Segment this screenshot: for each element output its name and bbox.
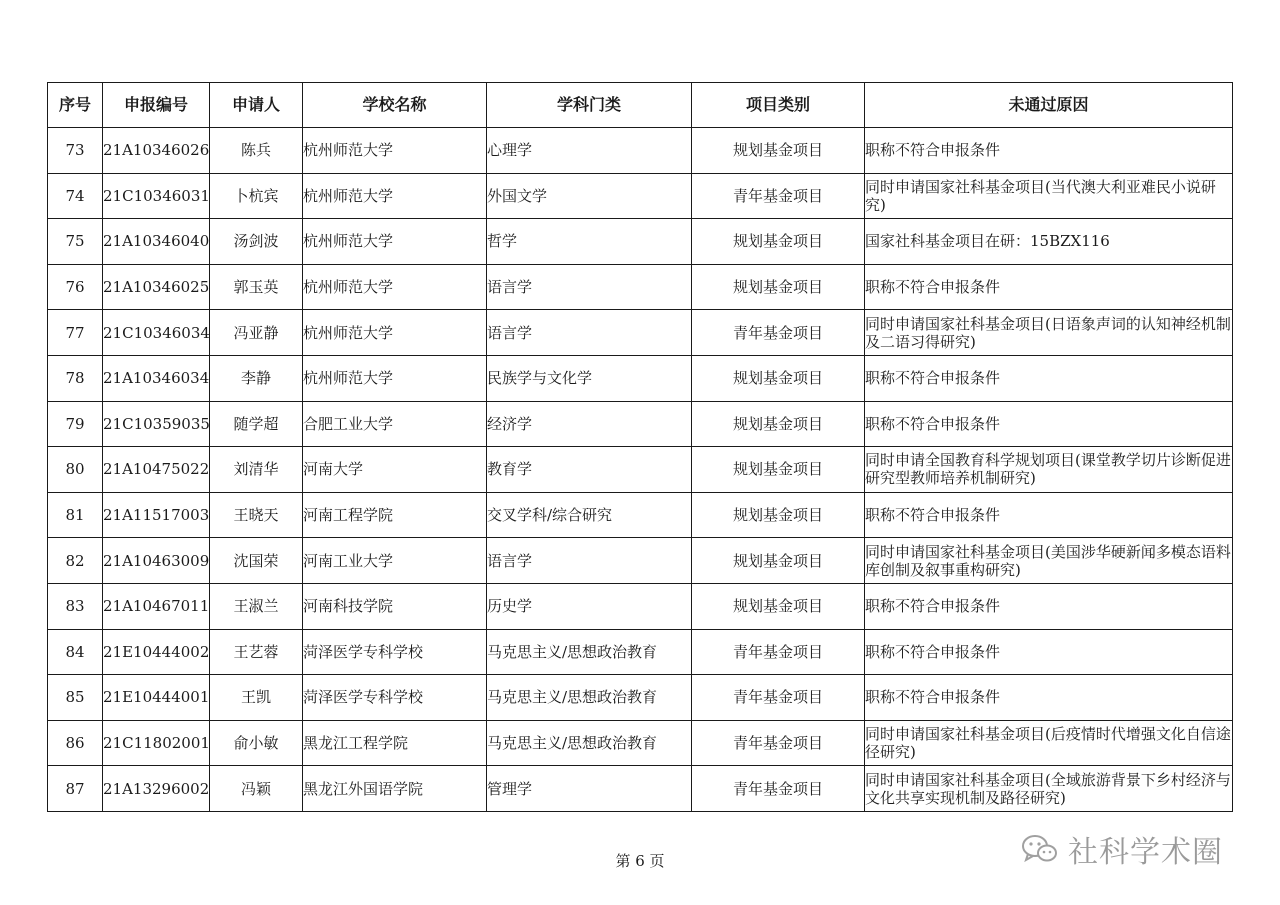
cell-discipline: 语言学: [487, 538, 692, 584]
cell-school: 河南大学: [303, 447, 487, 493]
cell-discipline: 马克思主义/思想政治教育: [487, 720, 692, 766]
cell-discipline: 语言学: [487, 264, 692, 310]
table-row: [48, 538, 1233, 584]
cell-application-id: 21A10346040: [103, 219, 210, 265]
cell-index: 81: [48, 492, 103, 538]
cell-school: 合肥工业大学: [303, 401, 487, 447]
header-index: 序号: [48, 83, 103, 128]
cell-project-type: 规划基金项目: [692, 492, 865, 538]
cell-reason: 同时申请全国教育科学规划项目(课堂教学切片诊断促进研究型教师培养机制研究): [865, 447, 1233, 493]
cell-discipline: 外国文学: [487, 173, 692, 219]
cell-school: 杭州师范大学: [303, 219, 487, 265]
watermark-text: 社科学术圈: [1068, 835, 1223, 870]
cell-index: 82: [48, 538, 103, 584]
cell-index: 85: [48, 675, 103, 721]
cell-applicant: 陈兵: [210, 128, 303, 174]
cell-school: 黑龙江工程学院: [303, 720, 487, 766]
cell-application-id: 21A13296002: [103, 766, 210, 812]
cell-applicant: 郭玉英: [210, 264, 303, 310]
cell-index: 84: [48, 629, 103, 675]
cell-discipline: 经济学: [487, 401, 692, 447]
cell-application-id: 21E10444002: [103, 629, 210, 675]
page-number: 第 6 页: [615, 852, 665, 870]
cell-application-id: 21A10463009: [103, 538, 210, 584]
cell-school: 杭州师范大学: [303, 355, 487, 401]
table-row: [48, 629, 1233, 675]
cell-applicant: 俞小敏: [210, 720, 303, 766]
rejection-table: [47, 82, 1233, 812]
cell-project-type: 规划基金项目: [692, 583, 865, 629]
cell-reason: 同时申请国家社科基金项目(美国涉华硬新闻多模态语料库创制及叙事重构研究): [865, 538, 1233, 584]
cell-index: 83: [48, 583, 103, 629]
cell-applicant: 李静: [210, 355, 303, 401]
cell-reason: 同时申请国家社科基金项目(日语象声词的认知神经机制及二语习得研究): [865, 310, 1233, 356]
cell-project-type: 规划基金项目: [692, 264, 865, 310]
cell-school: 杭州师范大学: [303, 128, 487, 174]
cell-project-type: 青年基金项目: [692, 629, 865, 675]
cell-reason: 国家社科基金项目在研：15BZX116: [865, 219, 1233, 265]
cell-discipline: 心理学: [487, 128, 692, 174]
cell-applicant: 随学超: [210, 401, 303, 447]
cell-project-type: 青年基金项目: [692, 675, 865, 721]
cell-project-type: 规划基金项目: [692, 538, 865, 584]
cell-discipline: 交叉学科/综合研究: [487, 492, 692, 538]
cell-discipline: 历史学: [487, 583, 692, 629]
cell-school: 菏泽医学专科学校: [303, 675, 487, 721]
cell-applicant: 王淑兰: [210, 583, 303, 629]
cell-project-type: 规划基金项目: [692, 355, 865, 401]
table-row: [48, 128, 1233, 174]
cell-application-id: 21A10467011: [103, 583, 210, 629]
header-reason: 未通过原因: [865, 83, 1233, 128]
cell-applicant: 王艺蓉: [210, 629, 303, 675]
cell-school: 河南工业大学: [303, 538, 487, 584]
cell-discipline: 马克思主义/思想政治教育: [487, 629, 692, 675]
header-discipline: 学科门类: [487, 83, 692, 128]
cell-index: 86: [48, 720, 103, 766]
cell-discipline: 语言学: [487, 310, 692, 356]
cell-applicant: 王凯: [210, 675, 303, 721]
header-school: 学校名称: [303, 83, 487, 128]
cell-applicant: 沈国荣: [210, 538, 303, 584]
cell-project-type: 规划基金项目: [692, 128, 865, 174]
cell-application-id: 21A10475022: [103, 447, 210, 493]
cell-application-id: 21C10346034: [103, 310, 210, 356]
table-row: [48, 401, 1233, 447]
cell-school: 杭州师范大学: [303, 264, 487, 310]
cell-school: 河南工程学院: [303, 492, 487, 538]
cell-index: 79: [48, 401, 103, 447]
cell-application-id: 21A10346034: [103, 355, 210, 401]
cell-index: 76: [48, 264, 103, 310]
cell-reason: 职称不符合申报条件: [865, 355, 1233, 401]
cell-reason: 职称不符合申报条件: [865, 264, 1233, 310]
table-row: [48, 720, 1233, 766]
cell-index: 78: [48, 355, 103, 401]
table-header-row: [48, 83, 1233, 128]
cell-application-id: 21A10346026: [103, 128, 210, 174]
table-row: [48, 675, 1233, 721]
cell-reason: 职称不符合申报条件: [865, 128, 1233, 174]
wechat-logo-icon: [1020, 832, 1060, 866]
cell-index: 73: [48, 128, 103, 174]
cell-applicant: 汤剑波: [210, 219, 303, 265]
header-applicant: 申请人: [210, 83, 303, 128]
cell-reason: 职称不符合申报条件: [865, 492, 1233, 538]
cell-discipline: 教育学: [487, 447, 692, 493]
cell-applicant: 冯颖: [210, 766, 303, 812]
cell-reason: 职称不符合申报条件: [865, 675, 1233, 721]
cell-discipline: 管理学: [487, 766, 692, 812]
cell-school: 菏泽医学专科学校: [303, 629, 487, 675]
cell-discipline: 哲学: [487, 219, 692, 265]
cell-applicant: 刘清华: [210, 447, 303, 493]
cell-application-id: 21C10359035: [103, 401, 210, 447]
cell-index: 80: [48, 447, 103, 493]
header-project-type: 项目类别: [692, 83, 865, 128]
table-row: [48, 219, 1233, 265]
table-row: [48, 447, 1233, 493]
table-row: [48, 173, 1233, 219]
cell-index: 74: [48, 173, 103, 219]
table-row: [48, 310, 1233, 356]
cell-project-type: 规划基金项目: [692, 219, 865, 265]
cell-application-id: 21A11517003: [103, 492, 210, 538]
cell-applicant: 王晓天: [210, 492, 303, 538]
cell-project-type: 青年基金项目: [692, 310, 865, 356]
watermark: [1020, 829, 1250, 869]
cell-applicant: 卜杭宾: [210, 173, 303, 219]
cell-project-type: 青年基金项目: [692, 720, 865, 766]
table-row: [48, 766, 1233, 812]
cell-application-id: 21E10444001: [103, 675, 210, 721]
cell-index: 77: [48, 310, 103, 356]
cell-reason: 同时申请国家社科基金项目(当代澳大利亚难民小说研究): [865, 173, 1233, 219]
cell-project-type: 规划基金项目: [692, 447, 865, 493]
cell-index: 87: [48, 766, 103, 812]
cell-reason: 职称不符合申报条件: [865, 401, 1233, 447]
cell-project-type: 规划基金项目: [692, 401, 865, 447]
cell-discipline: 民族学与文化学: [487, 355, 692, 401]
cell-applicant: 冯亚静: [210, 310, 303, 356]
table-row: [48, 355, 1233, 401]
cell-index: 75: [48, 219, 103, 265]
cell-school: 黑龙江外国语学院: [303, 766, 487, 812]
cell-application-id: 21C10346031: [103, 173, 210, 219]
cell-school: 杭州师范大学: [303, 173, 487, 219]
cell-school: 河南科技学院: [303, 583, 487, 629]
table-row: [48, 492, 1233, 538]
cell-discipline: 马克思主义/思想政治教育: [487, 675, 692, 721]
cell-reason: 职称不符合申报条件: [865, 629, 1233, 675]
cell-school: 杭州师范大学: [303, 310, 487, 356]
header-application-id: 申报编号: [103, 83, 210, 128]
cell-application-id: 21C11802001: [103, 720, 210, 766]
cell-project-type: 青年基金项目: [692, 173, 865, 219]
table-row: [48, 583, 1233, 629]
cell-reason: 职称不符合申报条件: [865, 583, 1233, 629]
cell-project-type: 青年基金项目: [692, 766, 865, 812]
table-row: [48, 264, 1233, 310]
cell-application-id: 21A10346025: [103, 264, 210, 310]
cell-reason: 同时申请国家社科基金项目(后疫情时代增强文化自信途径研究): [865, 720, 1233, 766]
cell-reason: 同时申请国家社科基金项目(全域旅游背景下乡村经济与文化共享实现机制及路径研究): [865, 766, 1233, 812]
